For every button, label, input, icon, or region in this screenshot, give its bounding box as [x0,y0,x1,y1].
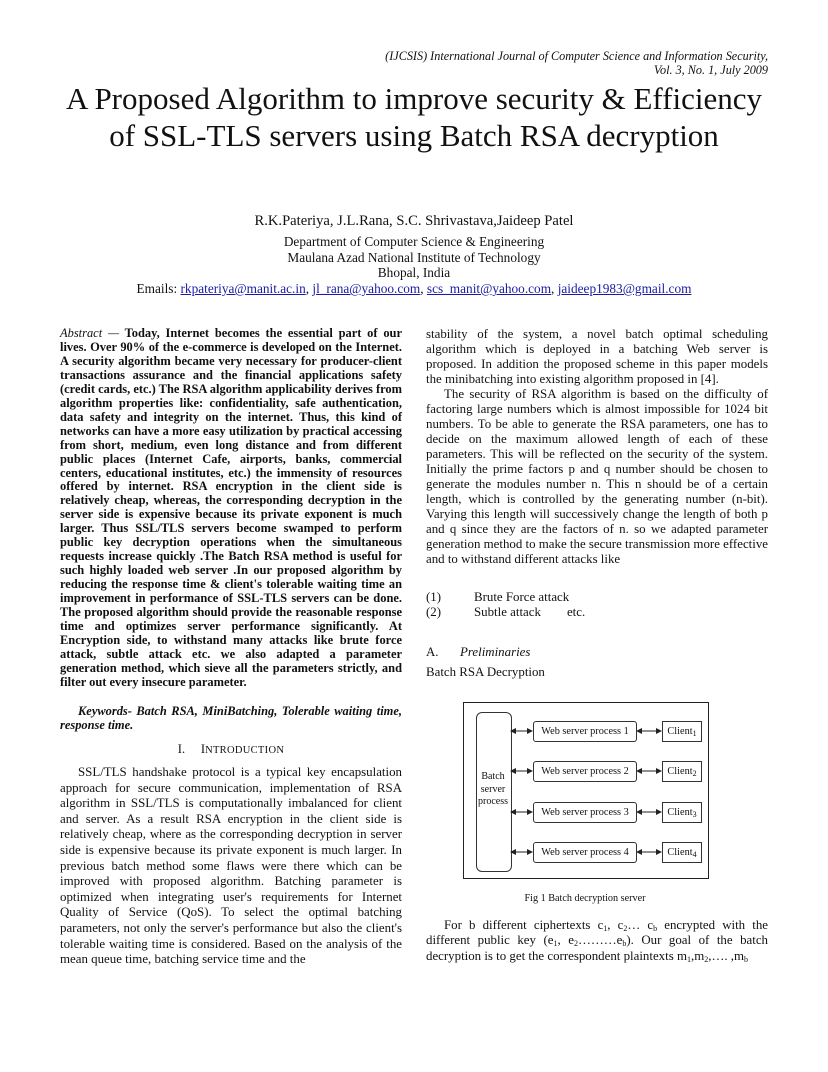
client-sub: 1 [692,729,697,738]
batch-label-line: server [480,783,506,795]
email-link[interactable]: jaideep1983@gmail.com [557,281,692,296]
paragraph: The security of RSA algorithm is based on the difficulty of factoring large numbers which is almost impossible for 1024 bit numbers. To be able to generate the RSA parameters, one has to decide on the maximum allowed length of each of these parameters. This will be reflected on the security of the system. Initially the prime factors p and q number should be chosen to generate the modules number n. This n should be of a certain length, which is controlled by the generating number (n-bit). Varying this length will successively change the length of both p and q since they are the factors of n. so we adapted parameter generation method to make the secure transmission more effective and to withstand different attacks like [426,387,768,566]
subsection-letter: A. [426,645,439,659]
email-link[interactable]: scs_manit@yahoo.com [426,281,552,296]
paragraph: For b different ciphertexts $c_1$, $c_2\dots$ $c_b$ encrypted with the different public key ($e_1$, $e_2\dots\dots\dots e_b$). Our goal of the batch decryption is to get the correspondent plaintexts $m_1,m_2,\dots$. $,m_b$ [426,918,768,964]
web-server-process-box: Web server process 4 [533,842,637,863]
client-sub: 2 [692,769,697,778]
client-label: Client [667,847,693,858]
list-item [426,605,768,620]
subsection-heading [426,645,530,660]
list-text: Subtle attack [474,605,541,619]
list-item [426,590,768,605]
list-number: (2) [426,605,442,619]
abstract [60,327,402,690]
client-label: Client [667,726,693,737]
subsection-title: Preliminaries [460,645,531,659]
client-box [662,802,702,823]
list-number: (1) [426,590,442,604]
keywords: Keywords- Batch RSA, MiniBatching, Tolerable waiting time, response time. [60,704,402,732]
text-run: different public key (e [426,933,554,948]
web-server-process-box: Web server process 3 [533,802,637,823]
email-link[interactable]: jl_rana@yahoo.com [312,281,421,296]
list-extra: etc. [566,605,586,619]
email-link[interactable]: rkpateriya@manit.ac.in [180,281,306,296]
batch-label-line: process [478,796,508,807]
figure-caption: Fig 1 Batch decryption server [524,893,646,904]
right-column-text [426,327,768,567]
section-number: I. [177,742,186,756]
web-server-process-box: Web server process 2 [533,761,637,782]
affiliation [60,234,768,281]
sub-heading: Batch RSA Decryption [426,665,545,679]
list-text: Brute Force attack [474,590,570,604]
journal-line-2: Vol. 3, No. 1, July 2009 [653,63,768,77]
section-title-initial: I [200,742,206,756]
abstract-text: Today, Internet becomes the essential part of our lives. Over 90% of the e-commerce is developed on the Internet. A security algorithm became very necessary for producer-client transactions assurance and the financial applications safety (credit cards, etc.) The RSA algorithm applicability derives from algorithm properties like: confidentiality, safe authentication, data safety and integrity on the internet. Thus, this kind of networks can have a more easy utilization by practical accessing from short, medium, even long distance and from different public places (Internet Cafe, airports, banks, commercial centers, educational institutes, etc.) the immensity of resources offered by internet. RSA encryption in the client side is relatively cheap, whereas, the corresponding decryption in the server side is expensive because its private exponent is much larger. Thus SSL/TLS servers become swamped to perform public key decryption operations when the simultaneous requests increase quickly .The Batch RSA method is useful for such highly loaded web server .In our proposed algorithm by reducing the response time & client's tolerable waiting time an improvement in performance of SSL-TLS servers can be done. The proposed algorithm should provide the reasonable response time and optimizes server performance significantly. At Encryption side, to withstand many attacks like brute force attack, subtle attack etc. we also adapted a parameter generation method, which sieve all the parameters strictly, and filter out every insecure parameter. [60,326,402,689]
client-label: Client [667,766,693,777]
abstract-label: Abstract — [60,326,119,340]
section-heading [60,743,402,758]
client-sub: 4 [692,850,697,859]
journal-header [385,49,768,77]
introduction-body [60,765,402,968]
batch-decryption-text [426,918,768,964]
attack-list [426,590,768,620]
department: Department of Computer Science & Engineering [283,234,545,249]
client-label: Client [667,807,693,818]
text-run: ). Our goal of the batch decryption is to get the correspondent plaintexts m [426,933,768,963]
paper-authors: R.K.Pateriya, J.L.Rana, S.C. Shrivastava,Jaideep Patel [254,213,574,229]
location: Bhopal, India [377,265,451,281]
client-box [662,842,702,863]
web-server-process-box: Web server process 1 [533,721,637,742]
paragraph: stability of the system, a novel batch optimal scheduling algorithm which is deployed in a batching Web server is proposed. In addition the proposed scheme in this paper models the minibatching into existing algorithm proposed in [4]. [426,327,768,386]
client-box [662,761,702,782]
paper-title: A Proposed Algorithm to improve security & Efficiency of SSL-TLS servers using Batch RSA decryption [66,81,762,153]
emails-line: Emails: rkpateriya@manit.ac.in, jl_rana@yahoo.com, scs_manit@yahoo.com, jaideep1983@gmail.com [136,281,692,296]
section-title-rest: NTRODUCTION [205,745,285,756]
batch-label-line: Batch [481,771,505,782]
intro-paragraph: SSL/TLS handshake protocol is a typical key encapsulation approach for secure communication, implementation of RSA algorithm in SSL/TLS is computationally imbalanced for client and server. As a result RSA encryption in the client side is relatively cheap, where as the corresponding decryption in server side is expensive because its private exponent is much larger. In previous batch method some flaws were there which can be improved with proposed algorithm. Batching parameter is optimized when integrating user's requirements for Internet Quality of Service (QoS). To select the optimal batching parameters, not only the server's performance but also the client's tolerable waiting time is considered. Based on the analysis of the mean queue time, batching service time and the [60,765,402,967]
client-box [662,721,702,742]
client-sub: 3 [692,810,697,819]
emails-label: Emails: [136,281,178,296]
text-run: For b different ciphertexts c [444,918,604,932]
institute: Maulana Azad National Institute of Technology [287,249,541,265]
journal-line-1: (IJCSIS) International Journal of Computer Science and Information Security, [385,49,768,63]
